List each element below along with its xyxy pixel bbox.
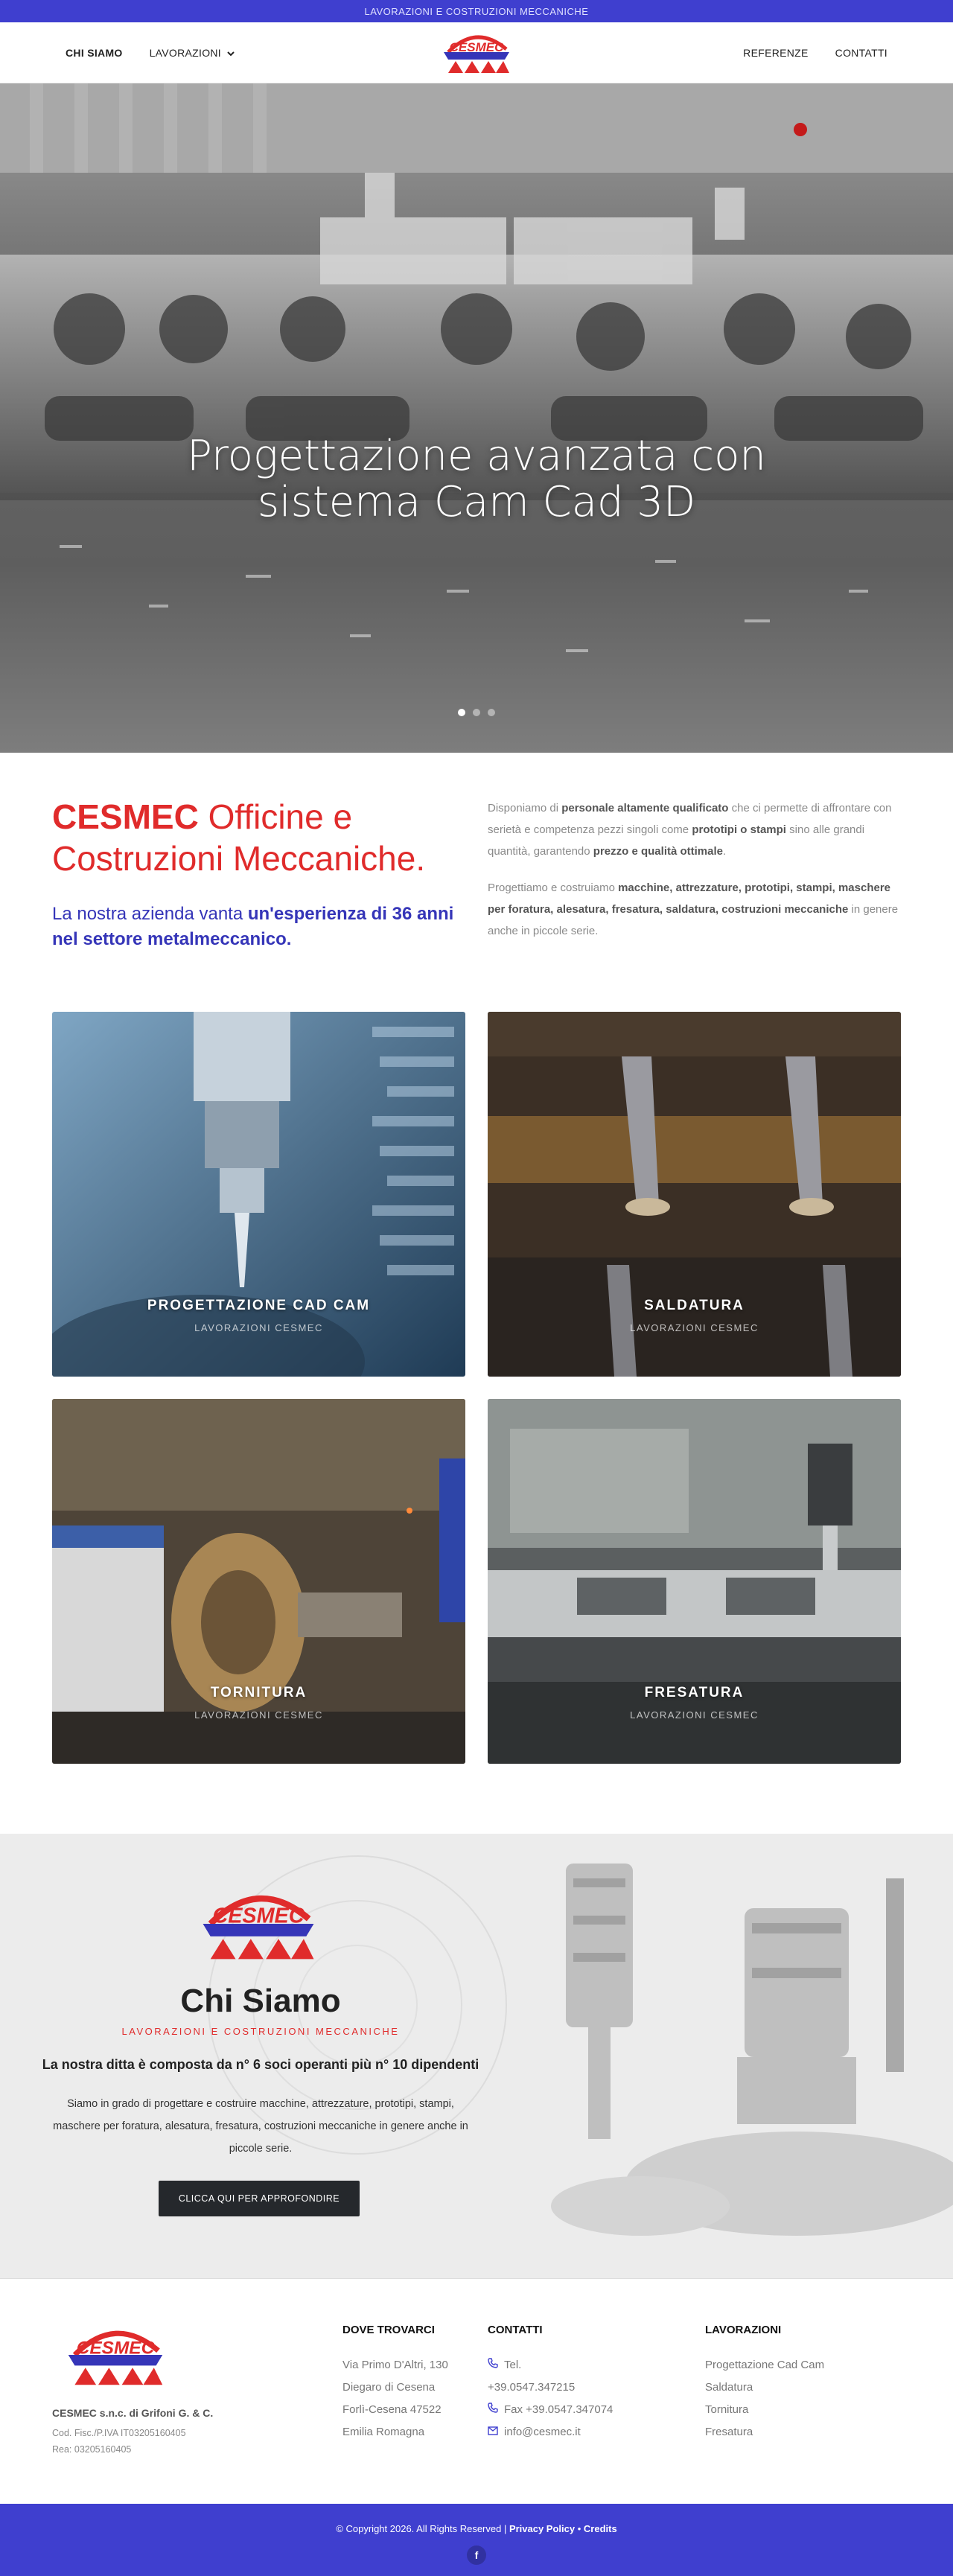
footer-cod-fisc: Cod. Fisc./P.IVA IT03205160405 bbox=[52, 2428, 186, 2438]
footer-heading: CONTATTI bbox=[488, 2324, 543, 2336]
footer-heading: DOVE TROVARCI bbox=[342, 2324, 435, 2336]
card-title: PROGETTAZIONE CAD CAM bbox=[147, 1298, 371, 1313]
hero-title-line-2: sistema Cam Cad 3D bbox=[257, 478, 696, 526]
slider-dot-3[interactable] bbox=[488, 709, 495, 716]
cesmec-logo-icon bbox=[60, 2321, 171, 2389]
intro-title-line2: Costruzioni Meccaniche. bbox=[52, 839, 426, 878]
intro-title bbox=[52, 796, 454, 879]
footer-link-lavorazione[interactable]: Saldatura bbox=[705, 2381, 753, 2394]
address-line: Diegaro di Cesena bbox=[342, 2381, 436, 2394]
tools-background-image bbox=[0, 1834, 953, 2278]
site-logo[interactable] bbox=[438, 28, 515, 80]
approfondire-button[interactable]: CLICCA QUI PER APPROFONDIRE bbox=[159, 2181, 360, 2216]
nav-referenze[interactable]: REFERENZE bbox=[743, 46, 809, 59]
slider-dot-2[interactable] bbox=[473, 709, 480, 716]
slider-dots bbox=[0, 709, 953, 716]
text-bold: macchine, attrezzature, prototipi, stampi, maschere per foratura, alesatura, fresatura, saldatura, costruzioni meccaniche bbox=[488, 881, 891, 916]
card-title: SALDATURA bbox=[644, 1298, 745, 1313]
footer-link-lavorazione[interactable]: Tornitura bbox=[705, 2403, 749, 2416]
nav-contatti[interactable]: CONTATTI bbox=[835, 46, 887, 59]
footer-logo[interactable] bbox=[60, 2321, 171, 2393]
card-subtitle: LAVORAZIONI CESMEC bbox=[630, 1709, 759, 1721]
intro-paragraph-1 bbox=[488, 797, 905, 862]
credits-link[interactable]: Credits bbox=[583, 2523, 617, 2534]
footer-link-lavorazione[interactable]: Progettazione Cad Cam bbox=[705, 2359, 825, 2371]
intro-section bbox=[0, 753, 953, 1006]
chi-siamo-section bbox=[0, 1834, 953, 2278]
address-line: Emilia Romagna bbox=[342, 2426, 425, 2438]
intro-title-rest: Officine e bbox=[198, 797, 353, 836]
footer-tel-row bbox=[488, 2354, 613, 2376]
footer-heading: LAVORAZIONI bbox=[705, 2324, 782, 2336]
privacy-policy-link[interactable]: Privacy Policy bbox=[509, 2523, 576, 2534]
tel-number-text: +39.0547.347215 bbox=[488, 2381, 576, 2394]
text: Disponiamo di bbox=[488, 802, 562, 814]
card-title: FRESATURA bbox=[644, 1685, 745, 1700]
card-progettazione[interactable] bbox=[52, 1012, 465, 1377]
card-tornitura[interactable] bbox=[52, 1399, 465, 1764]
chi-siamo-title: Chi Siamo bbox=[180, 1983, 341, 2019]
footer-rea: Rea: 03205160405 bbox=[52, 2444, 132, 2455]
footer-dove-trovarci bbox=[342, 2324, 448, 2443]
phone-icon bbox=[488, 2354, 498, 2376]
text-bold: personale altamente qualificato bbox=[561, 802, 729, 814]
card-subtitle: LAVORAZIONI CESMEC bbox=[630, 1322, 759, 1333]
intro-paragraph-2 bbox=[488, 877, 905, 942]
card-subtitle: LAVORAZIONI CESMEC bbox=[194, 1709, 323, 1721]
footer-company-name: CESMEC s.n.c. di Grifoni G. & C. bbox=[52, 2407, 214, 2419]
nav-right-group bbox=[743, 47, 887, 59]
copyright-text: © Copyright 2026. All Rights Reserved | bbox=[336, 2523, 509, 2534]
text: in genere anche in piccole serie. bbox=[488, 903, 899, 937]
intro-brand: CESMEC bbox=[52, 797, 199, 836]
svg-text:CESMEC: CESMEC bbox=[212, 1904, 305, 1928]
tel-number[interactable] bbox=[488, 2376, 613, 2399]
cesmec-logo-icon bbox=[193, 1882, 324, 1966]
intro-right bbox=[488, 797, 905, 942]
separator: • bbox=[575, 2523, 584, 2534]
intro-subtitle bbox=[52, 902, 454, 952]
text-bold: prezzo e qualità ottimale bbox=[593, 845, 723, 858]
chi-siamo-subtitle: LAVORAZIONI E COSTRUZIONI MECCANICHE bbox=[121, 2026, 400, 2037]
footer-link-lavorazione[interactable]: Fresatura bbox=[705, 2426, 753, 2438]
intro-sub-bold: un'esperienza di 36 anni nel settore metalmeccanico. bbox=[52, 904, 454, 949]
facebook-glyph: f bbox=[474, 2549, 479, 2561]
nav-chi-siamo[interactable]: CHI SIAMO bbox=[66, 46, 123, 59]
chi-siamo-text: Siamo in grado di progettare e costruire macchine, attrezzature, prototipi, stampi, maschere per foratura, alesatura, fresatura, costruzioni meccaniche in genere anche in piccole serie. bbox=[53, 2098, 468, 2155]
intro-sub-plain: La nostra azienda vanta bbox=[52, 904, 248, 924]
text: . bbox=[723, 845, 727, 858]
chi-siamo-logo bbox=[193, 1882, 324, 1969]
card-title: TORNITURA bbox=[210, 1685, 307, 1700]
svg-text:CESMEC: CESMEC bbox=[449, 40, 504, 54]
nav-left-group bbox=[66, 47, 235, 59]
tel-label: Tel. bbox=[504, 2359, 522, 2371]
bottom-bar bbox=[0, 2504, 953, 2576]
card-subtitle: LAVORAZIONI CESMEC bbox=[194, 1322, 323, 1333]
svg-text:CESMEC: CESMEC bbox=[76, 2338, 155, 2359]
nav-lavorazioni[interactable] bbox=[150, 47, 235, 59]
top-announcement-bar bbox=[0, 0, 953, 22]
card-fresatura[interactable] bbox=[488, 1399, 901, 1764]
address-line: Via Primo D'Altri, 130 bbox=[342, 2359, 448, 2371]
email-text: info@cesmec.it bbox=[504, 2426, 581, 2438]
text: sino alle grandi quantità, garantendo bbox=[488, 823, 865, 858]
topbar-text: LAVORAZIONI E COSTRUZIONI MECCANICHE bbox=[364, 5, 589, 17]
hero-title bbox=[0, 433, 953, 526]
text: che ci permette di affrontare con serietà e competenza pezzi singoli come bbox=[488, 802, 892, 836]
card-saldatura[interactable] bbox=[488, 1012, 901, 1377]
copyright-line bbox=[0, 2523, 953, 2534]
footer-fax-row bbox=[488, 2399, 613, 2421]
footer-lavorazioni bbox=[705, 2324, 824, 2443]
hero-machining-image bbox=[0, 83, 953, 753]
site-footer bbox=[0, 2278, 953, 2504]
text: Progettiamo e costruiamo bbox=[488, 881, 619, 894]
footer-contatti bbox=[488, 2324, 613, 2443]
intro-left bbox=[52, 796, 454, 952]
fax-text: Fax +39.0547.347074 bbox=[504, 2403, 613, 2416]
footer-email-row[interactable] bbox=[488, 2421, 613, 2443]
fax-phone-icon bbox=[488, 2399, 498, 2421]
chevron-down-icon bbox=[227, 47, 235, 59]
main-navbar bbox=[0, 22, 953, 83]
hero-title-line-1: Progettazione avanzata con bbox=[187, 432, 766, 480]
cesmec-logo-icon bbox=[438, 28, 515, 76]
text-bold: prototipi o stampi bbox=[692, 823, 786, 836]
nav-lavorazioni-label: LAVORAZIONI bbox=[149, 46, 221, 59]
slider-dot-1[interactable] bbox=[458, 709, 465, 716]
address-line: Forlì-Cesena 47522 bbox=[342, 2403, 442, 2416]
envelope-icon bbox=[488, 2421, 498, 2443]
facebook-icon[interactable] bbox=[467, 2545, 486, 2565]
chi-siamo-lead: La nostra ditta è composta da n° 6 soci operanti più n° 10 dipendenti bbox=[42, 2057, 479, 2072]
hero-slider[interactable] bbox=[0, 83, 953, 753]
